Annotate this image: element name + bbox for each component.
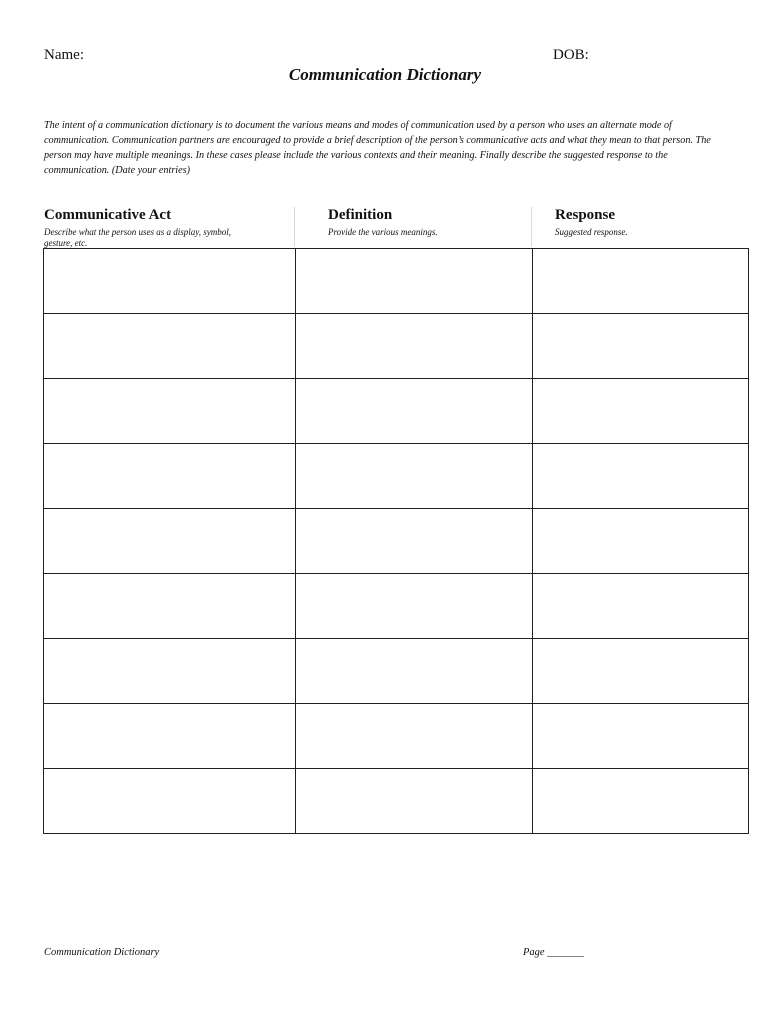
response-cell[interactable]	[533, 769, 749, 834]
document-title	[0, 65, 770, 85]
definition-cell[interactable]	[296, 314, 533, 379]
table-row	[44, 249, 749, 314]
intro-paragraph: The intent of a communication dictionary is to document the various means and modes of communication used by a person who uses an alternate mode of communication. Communication partners are encouraged to provide a brief description of the person’s communicative acts and what they mean to that person. The person may have multiple meanings. In these cases please include the various contexts and their meaning. Finally describe the suggested response to the communication. (Date your entries)	[44, 120, 711, 176]
footer-page-number: Page _______	[523, 947, 584, 958]
response-cell[interactable]	[533, 574, 749, 639]
document-title-text: Communication Dictionary	[288, 65, 482, 84]
communicative-act-cell[interactable]	[44, 379, 296, 444]
response-cell[interactable]	[533, 249, 749, 314]
response-cell[interactable]	[533, 444, 749, 509]
table-row	[44, 509, 749, 574]
definition-cell[interactable]	[296, 639, 533, 704]
communicative-act-cell[interactable]	[44, 704, 296, 769]
communicative-act-cell[interactable]	[44, 314, 296, 379]
table-row	[44, 444, 749, 509]
dob-label: DOB:	[553, 47, 589, 63]
definition-cell[interactable]	[296, 769, 533, 834]
definition-cell[interactable]	[296, 249, 533, 314]
column-header-communicative-act	[44, 206, 254, 249]
response-cell[interactable]	[533, 509, 749, 574]
column-heading: Definition	[328, 207, 393, 223]
definition-cell[interactable]	[296, 379, 533, 444]
communicative-act-cell[interactable]	[44, 444, 296, 509]
definition-cell[interactable]	[296, 704, 533, 769]
name-label: Name:	[44, 47, 84, 63]
communicative-act-cell[interactable]	[44, 574, 296, 639]
column-header-response	[555, 206, 745, 238]
dictionary-table	[43, 248, 749, 834]
communicative-act-cell[interactable]	[44, 509, 296, 574]
response-cell[interactable]	[533, 379, 749, 444]
column-heading: Response	[555, 207, 616, 223]
header-divider	[531, 207, 532, 247]
communicative-act-cell[interactable]	[44, 639, 296, 704]
communicative-act-cell[interactable]	[44, 769, 296, 834]
definition-cell[interactable]	[296, 444, 533, 509]
column-header-definition	[328, 206, 528, 238]
column-description: Suggested response.	[555, 227, 628, 237]
table-row	[44, 314, 749, 379]
column-description: Describe what the person uses as a display, symbol, gesture, etc.	[44, 227, 231, 248]
definition-cell[interactable]	[296, 574, 533, 639]
column-heading: Communicative Act	[44, 207, 172, 223]
table-row	[44, 704, 749, 769]
table-row	[44, 574, 749, 639]
response-cell[interactable]	[533, 314, 749, 379]
footer-title: Communication Dictionary	[44, 947, 160, 958]
definition-cell[interactable]	[296, 509, 533, 574]
response-cell[interactable]	[533, 704, 749, 769]
table-row	[44, 379, 749, 444]
response-cell[interactable]	[533, 639, 749, 704]
header-divider	[294, 207, 295, 247]
column-description: Provide the various meanings.	[328, 227, 438, 237]
table-row	[44, 639, 749, 704]
communicative-act-cell[interactable]	[44, 249, 296, 314]
table-row	[44, 769, 749, 834]
